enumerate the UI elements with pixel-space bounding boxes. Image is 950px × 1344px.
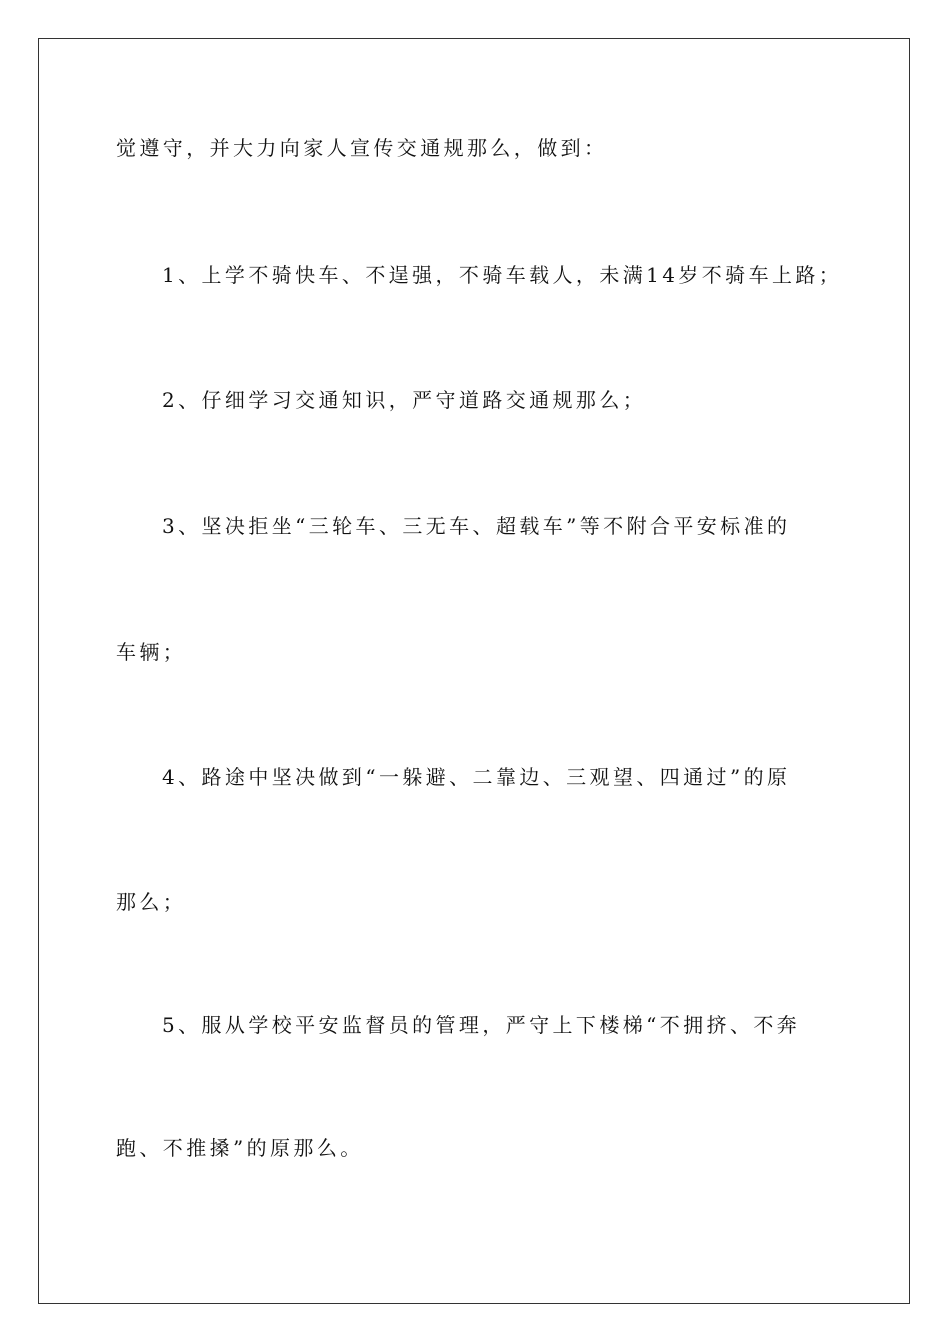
list-item-2: 2、仔细学习交通知识，严守道路交通规那么； [162, 388, 647, 412]
list-item-5: 5、服从学校平安监督员的管理，严守上下楼梯“不拥挤、不奔 [162, 1013, 801, 1037]
list-item-4-continuation: 那么； [116, 890, 187, 914]
list-item-1: 1、上学不骑快车、不逞强，不骑车载人，未满14岁不骑车上路； [162, 263, 843, 287]
list-item-3-continuation: 车辆； [116, 640, 187, 664]
text-line-continuation: 觉遵守，并大力向家人宣传交通规那么，做到： [116, 136, 608, 160]
list-item-4: 4、路途中坚决做到“一躲避、二靠边、三观望、四通过”的原 [162, 765, 791, 789]
page-border [38, 38, 910, 1304]
list-item-3: 3、坚决拒坐“三轮车、三无车、超载车”等不附合平安标准的 [162, 514, 791, 538]
list-item-5-continuation: 跑、不推搡”的原那么。 [116, 1136, 364, 1160]
